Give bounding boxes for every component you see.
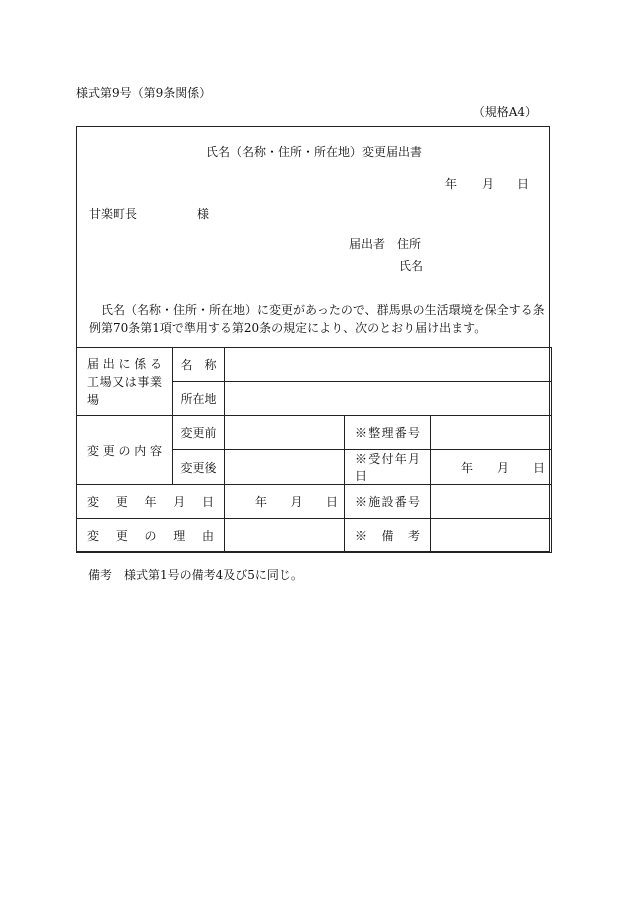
change-date-label: 変更年月日 (77, 485, 225, 519)
facility-number-value[interactable] (431, 485, 552, 519)
statement-line-2: 例第70条第1項で準用する第20条の規定により、次のとおり届け出ます。 (89, 321, 487, 335)
received-year-label: 年 (461, 460, 474, 475)
table-row (77, 485, 552, 519)
remarks-label: ※備考 (345, 519, 431, 553)
form-table (76, 347, 552, 553)
facility-name-label: 名 称 (173, 348, 225, 382)
received-day-label: 日 (533, 460, 546, 475)
statement-line-1: 氏名（名称・住所・所在地）に変更があったので、群馬県の生活環境を保全する条 (101, 303, 545, 317)
table-row (77, 519, 552, 553)
change-reason-value[interactable] (225, 519, 345, 553)
after-label: 変更後 (173, 450, 225, 485)
applicant-label: 届出者 (349, 237, 386, 251)
before-label: 変更前 (173, 416, 225, 450)
honorific: 様 (197, 207, 210, 221)
change-year-label: 年 (255, 495, 268, 509)
change-reason-label: 変更の理由 (77, 519, 225, 553)
recipient-name: 甘楽町長 (89, 207, 138, 221)
form-number: 様式第9号（第9条関係） (76, 86, 212, 100)
facility-location-value[interactable] (225, 382, 552, 416)
received-date-label: ※受付年月日 (345, 450, 431, 485)
remarks-note: 備考 様式第1号の備考4及び5に同じ。 (88, 568, 303, 582)
change-date-value[interactable] (225, 485, 345, 519)
ref-number-value[interactable] (431, 416, 552, 450)
table-row (77, 416, 552, 450)
received-month-label: 月 (497, 460, 510, 475)
document-title: 氏名（名称・住所・所在地）変更届出書 (205, 145, 422, 159)
date-year-label: 年 (445, 177, 458, 191)
remarks-value[interactable] (431, 519, 552, 553)
date-day-label: 日 (517, 177, 530, 191)
address-label: 住所 (397, 237, 422, 251)
name-label: 氏名 (399, 259, 424, 273)
facility-location-label: 所在地 (173, 382, 225, 416)
facility-number-label: ※施設番号 (345, 485, 431, 519)
facility-label-cell (77, 348, 173, 416)
change-content-label: 変更の内容 (77, 416, 173, 485)
paper-size-label: （規格A4） (472, 105, 537, 119)
ref-number-label: ※整理番号 (345, 416, 431, 450)
facility-name-value[interactable] (225, 348, 552, 382)
before-value[interactable] (225, 416, 345, 450)
table-row (77, 348, 552, 382)
facility-label-line-2: 工場又は事業場 (87, 374, 162, 407)
change-month-label: 月 (290, 495, 303, 509)
form-box (76, 126, 550, 552)
change-day-label: 日 (325, 495, 338, 509)
date-month-label: 月 (482, 177, 495, 191)
after-value[interactable] (225, 450, 345, 485)
received-date-value[interactable] (431, 450, 552, 485)
facility-label-line-1: 届出に係る (87, 356, 162, 371)
